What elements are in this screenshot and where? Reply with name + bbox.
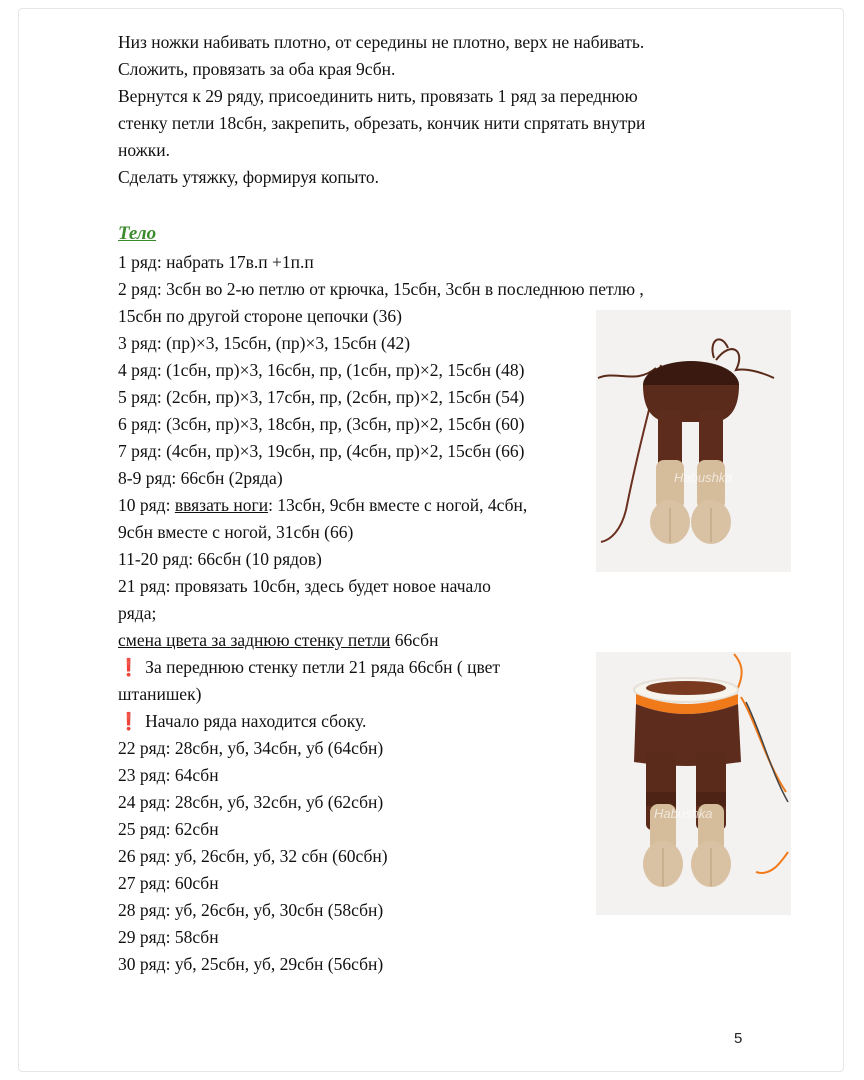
intro-line: стенку петли 18сбн, закрепить, обрезать, кончик нити спрятать внутри	[118, 113, 646, 133]
row-line: 1 ряд: набрать 17в.п +1п.п	[118, 252, 314, 272]
photo-pants	[596, 652, 791, 915]
watermark: Habushka	[654, 806, 713, 821]
row-line: ряда;	[118, 603, 157, 623]
row-line: 23 ряд: 64сбн	[118, 765, 219, 785]
intro-line: Низ ножки набивать плотно, от середины не плотно, верх не набивать.	[118, 32, 645, 52]
row-line: 5 ряд: (2сбн, пр)×3, 17сбн, пр, (2сбн, пр)×2, 15сбн (54)	[118, 387, 525, 407]
legs-illustration	[596, 310, 791, 572]
row-line: 3 ряд: (пр)×3, 15сбн, (пр)×3, 15сбн (42)	[118, 333, 411, 353]
row10-underlined: ввязать ноги	[174, 495, 269, 515]
row-line: 21 ряд: провязать 10сбн, здесь будет новое начало	[118, 576, 491, 596]
row-line: 6 ряд: (3сбн, пр)×3, 18сбн, пр, (3сбн, пр)×2, 15сбн (60)	[118, 414, 525, 434]
photo-legs-body-base	[596, 310, 791, 572]
spacer	[118, 191, 728, 218]
note-text: Начало ряда находится сбоку.	[145, 711, 367, 731]
row-line: 11-20 ряд: 66сбн (10 рядов)	[118, 549, 322, 569]
row-line: 4 ряд: (1сбн, пр)×3, 16сбн, пр, (1сбн, пр)×2, 15сбн (48)	[118, 360, 525, 380]
intro-line: Сложить, провязать за оба края 9сбн.	[118, 59, 396, 79]
section-title: Тело	[118, 223, 157, 244]
row-line: 26 ряд: уб, 26сбн, уб, 32 сбн (60сбн)	[118, 846, 388, 866]
row-line: 30 ряд: уб, 25сбн, уб, 29сбн (56сбн)	[118, 954, 384, 974]
row10-prefix: 10 ряд:	[118, 495, 175, 515]
row-line: 27 ряд: 60сбн	[118, 873, 219, 893]
row-line: 7 ряд: (4сбн, пр)×3, 19сбн, пр, (4сбн, пр)×2, 15сбн (66)	[118, 441, 525, 461]
row-line: 15сбн по другой стороне цепочки (36)	[118, 306, 402, 326]
row-line: 8-9 ряд: 66сбн (2ряда)	[118, 468, 283, 488]
row-line: 24 ряд: 28сбн, уб, 32сбн, уб (62сбн)	[118, 792, 384, 812]
intro-line: Вернутся к 29 ряду, присоединить нить, провязать 1 ряд за переднюю	[118, 86, 638, 106]
row-line: 28 ряд: уб, 26сбн, уб, 30сбн (58сбн)	[118, 900, 384, 920]
color-change-underlined: смена цвета за заднюю стенку петли	[118, 630, 391, 650]
note-line: штанишек)	[118, 684, 202, 704]
page-number: 5	[734, 1030, 743, 1047]
warning-icon: ❗	[118, 712, 140, 732]
intro-line: ножки.	[118, 140, 171, 160]
row-line: 9сбн вместе с ногой, 31сбн (66)	[118, 522, 354, 542]
warning-icon: ❗	[118, 658, 140, 678]
pants-illustration	[596, 652, 791, 915]
row-line: 2 ряд: 3сбн во 2-ю петлю от крючка, 15сбн, 3сбн в последнюю петлю ,	[118, 279, 644, 299]
color-change-line	[118, 627, 728, 654]
color-change-rest: 66сбн	[390, 630, 439, 650]
note-text: За переднюю стенку петли 21 ряда 66сбн ( цвет	[145, 657, 501, 677]
row-line: 22 ряд: 28сбн, уб, 34сбн, уб (64сбн)	[118, 738, 384, 758]
watermark: Habushka	[674, 470, 733, 485]
row-line: 29 ряд: 58сбн	[118, 927, 219, 947]
row-line: 25 ряд: 62сбн	[118, 819, 219, 839]
row10-suffix: : 13сбн, 9сбн вместе с ногой, 4сбн,	[268, 495, 528, 515]
intro-line: Сделать утяжку, формируя копыто.	[118, 167, 380, 187]
